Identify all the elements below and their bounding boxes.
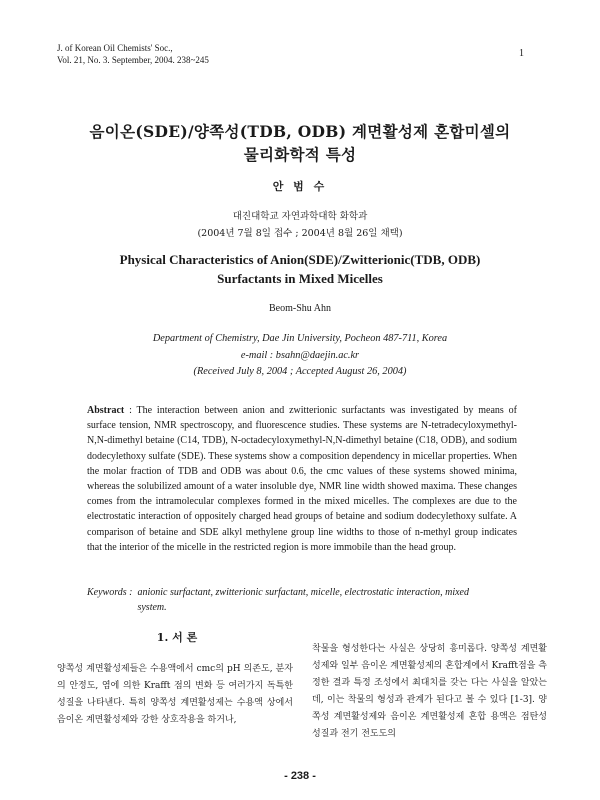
abstract-label: Abstract xyxy=(87,405,125,416)
body-column-right: 착물을 형성한다는 사실은 상당히 흥미롭다. 양쪽성 계면활성제와 일부 음이온 계면활성제의 혼합계에서 Krafft점을 측정한 결과 특정 조성에서 최대치를 갖는 다는 사실을 알았는데, 이는 착물의 형성과 관계가 된다고 볼 수 있다 [1-3]. 양쪽성 계면활성제와 음이온 계면활성제 혼합 용액은 점탄성 성질과 전기 전도도의 xyxy=(312,644,547,739)
english-title-line1: Physical Characteristics of Anion(SDE)/Zwitterionic(TDB, ODB) xyxy=(119,252,481,267)
body-column-left: 양쪽성 계면활성제들은 수용액에서 cmc의 pH 의존도, 분자의 안정도, 염에 의한 Krafft 점의 변화 등 여러가지 독특한 성질을 나타낸다. 특히 양쪽성 계면활성제는 수용액 상에서 음이온 계면활성제와 강한 상호작용을 하거나, xyxy=(57,664,293,725)
english-title-line2: Surfactants in Mixed Micelles xyxy=(217,271,383,286)
korean-author: 안 범 수 xyxy=(272,180,328,193)
journal-volume: Vol. 21, No. 3. September, 2004. 238~245 xyxy=(57,55,209,65)
korean-affiliation-block xyxy=(0,208,600,242)
footer-page-number: - 238 - xyxy=(284,770,316,782)
journal-name: J. of Korean Oil Chemists' Soc., xyxy=(57,43,173,53)
korean-dates: (2004년 7월 8일 접수 ; 2004년 8월 26일 채택) xyxy=(197,228,403,239)
korean-title-line2: 물리화학적 특성 xyxy=(243,145,357,164)
keywords-label: Keywords : xyxy=(87,587,133,598)
section-heading: 1. 서 론 xyxy=(156,631,198,644)
page-number: 1 xyxy=(519,48,524,59)
korean-title-line1: 음이온(SDE)/양쪽성(TDB, ODB) 계면활성제 혼합미셀의 xyxy=(89,122,511,141)
english-affiliation-block xyxy=(0,331,600,381)
english-author: Beom-Shu Ahn xyxy=(269,303,331,314)
keywords xyxy=(87,585,527,615)
abstract-text: : The interaction between anion and zwitterionic surfactants was investigated by means of surface tension, NMR spectroscopy, and fluorescence studies. These systems are N-tetradecyloxymethyl-N,N-dimethyl betaine (C14, TDB), N-octadecyloxymethyl-N,N-dimethyl betaine (C18, ODB), and sodium dodecylethoxy sulfate (SDE). These systems show a composition dependency in micellar properties. When the molar fraction of TDB and ODB was about 0.6, the cmc values of these systems showed minima, whereas the solubilized amount of a water insoluble dye, NMR line width showed maxima. These changes comes from the intramolecular complexes formed in the mixed micelles. The complexes are due to the electrostatic interaction of oppositely charged head groups of betaine and sodium dodecylethoxy sulfate. A comparison of betaine and SDE alkyl methylene group line widths to those of n-methyl group indicates that the interior of the micelle in the restricted region is more immobile than the head group. xyxy=(87,405,518,553)
journal-citation xyxy=(57,42,209,66)
korean-affiliation: 대진대학교 자연과학대학 화학과 xyxy=(232,211,368,222)
english-dates: (Received July 8, 2004 ; Accepted August 26, 2004) xyxy=(193,366,407,377)
abstract xyxy=(87,403,517,555)
korean-title xyxy=(0,120,600,166)
english-affiliation: Department of Chemistry, Dae Jin University, Pocheon 487-711, Korea xyxy=(152,333,448,344)
author-email: e-mail : bsahn@daejin.ac.kr xyxy=(240,349,360,361)
keywords-list: anionic surfactant, zwitterionic surfactant, micelle, electrostatic interaction, mixed system. xyxy=(137,587,469,614)
english-title xyxy=(0,250,600,288)
